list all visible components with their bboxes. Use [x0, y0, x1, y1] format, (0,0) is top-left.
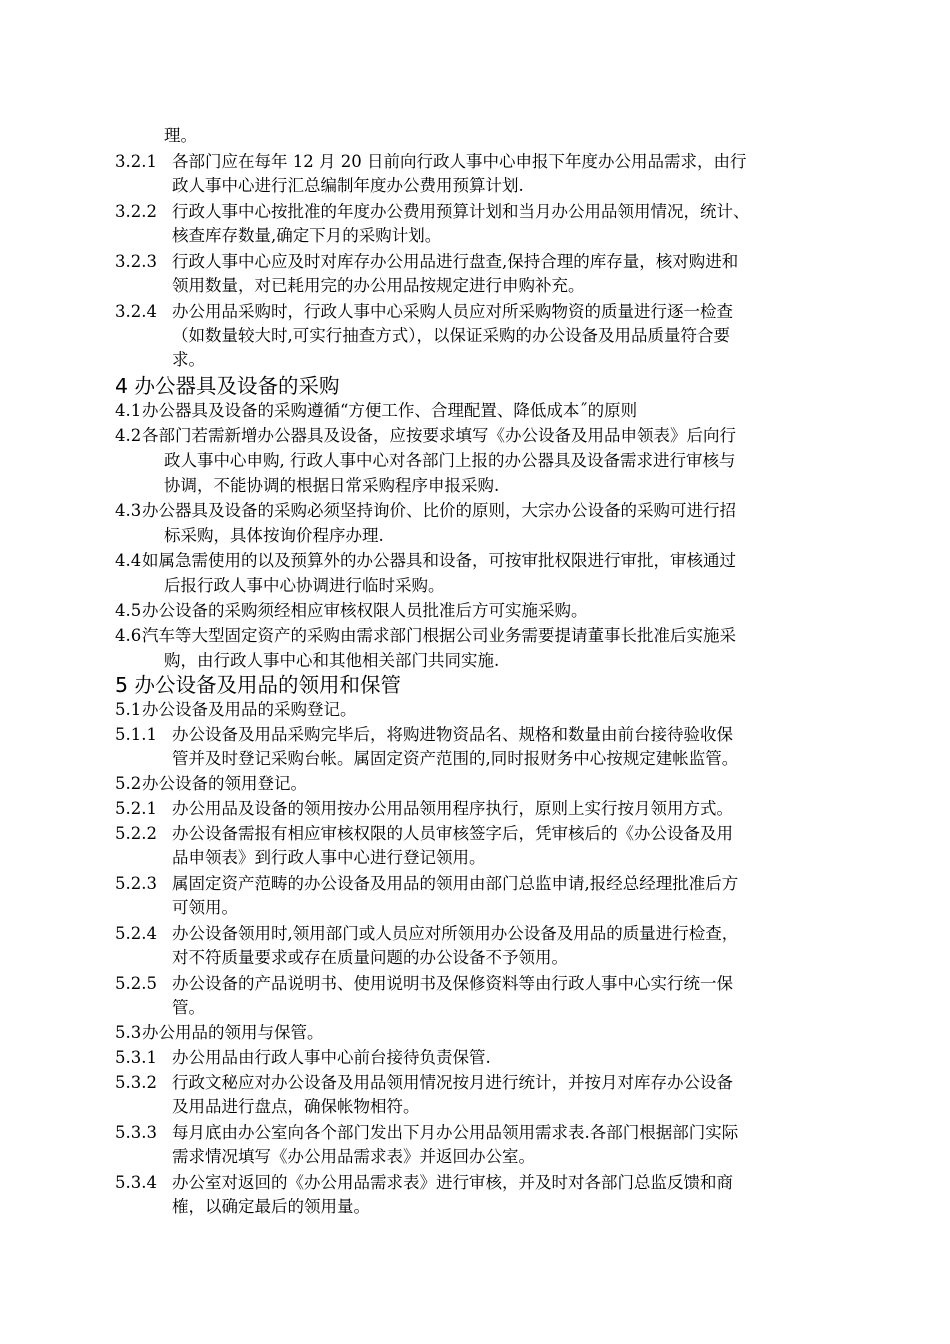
item-text: 办公设备的领用登记。	[142, 774, 307, 793]
item-text: 管并及时登记采购台帐。属固定资产范围的,同时报财务中心按规定建帐监管。	[172, 749, 739, 768]
item-text: 可领用。	[172, 898, 238, 917]
item-text: 办公设备的采购须经相应审核权限人员批准后方可实施采购。	[142, 601, 588, 620]
section-heading: 5 办公设备及用品的领用和保管	[115, 673, 402, 697]
continuation-text: 理。	[164, 126, 197, 145]
item-text: （如数量较大时,可实行抽查方式），以保证采购的办公设备及用品质量符合要	[172, 326, 730, 345]
item-number: 4.2	[115, 426, 142, 445]
item-text: 政人事中心申购, 行政人事中心对各部门上报的办公器具及设备需求进行审核与	[164, 451, 736, 470]
item-text: 行政人事中心应及时对库存办公用品进行盘查,保持合理的库存量，核对购进和	[172, 252, 739, 271]
item-number: 5.1	[115, 700, 142, 719]
item-text: 办公设备领用时,领用部门或人员应对所领用办公设备及用品的质量进行检查，	[172, 924, 739, 943]
item-number: 5.3	[115, 1023, 142, 1042]
item-number: 5.3.2	[115, 1073, 157, 1092]
item-text: 后报行政人事中心协调进行临时采购。	[164, 576, 445, 595]
item-text: 办公用品由行政人事中心前台接待负责保管.	[172, 1048, 491, 1067]
item-number: 3.2.2	[115, 202, 157, 221]
item-number: 5.2.2	[115, 824, 157, 843]
item-text: 办公设备需报有相应审核权限的人员审核签字后，凭审核后的《办公设备及用	[172, 824, 733, 843]
item-number: 5.3.3	[115, 1123, 157, 1142]
item-number: 5.3.4	[115, 1173, 157, 1192]
item-text: 如属急需使用的以及预算外的办公器具和设备，可按审批权限进行审批，审核通过	[142, 551, 736, 570]
item-number: 4.4	[115, 551, 142, 570]
item-number: 4.3	[115, 501, 142, 520]
item-number: 5.1.1	[115, 725, 157, 744]
item-text: 品申领表》到行政人事中心进行登记领用。	[172, 848, 486, 867]
item-text: 每月底由办公室向各个部门发出下月办公用品领用需求表.各部门根据部门实际	[172, 1123, 739, 1142]
item-text: 政人事中心进行汇总编制年度办公费用预算计划.	[172, 176, 524, 195]
item-number: 5.2.5	[115, 974, 157, 993]
item-number: 4.5	[115, 601, 142, 620]
item-text: 办公室对返回的《办公用品需求表》进行审核，并及时对各部门总监反馈和商	[172, 1173, 733, 1192]
item-text: 对不符质量要求或存在质量问题的办公设备不予领用。	[172, 948, 568, 967]
item-text: 行政人事中心按批准的年度办公费用预算计划和当月办公用品领用情况，统计、	[172, 202, 750, 221]
item-number: 5.3.1	[115, 1048, 157, 1067]
item-text: 协调，不能协调的根据日常采购程序申报采购.	[164, 476, 500, 495]
item-number: 5.2.4	[115, 924, 157, 943]
item-text: 购，由行政人事中心和其他相关部门共同实施.	[164, 651, 500, 670]
item-text: 汽车等大型固定资产的采购由需求部门根据公司业务需要提请董事长批准后实施采	[142, 626, 736, 645]
item-number: 5.2.3	[115, 874, 157, 893]
item-text: 需求情况填写《办公用品需求表》并返回办公室。	[172, 1147, 535, 1166]
item-number: 4.1	[115, 401, 142, 420]
item-text: 标采购，具体按询价程序办理.	[164, 526, 384, 545]
item-number: 5.2.1	[115, 799, 157, 818]
item-text: 管。	[172, 998, 205, 1017]
item-text: 办公用品及设备的领用按办公用品领用程序执行，原则上实行按月领用方式。	[172, 799, 733, 818]
item-number: 5.2	[115, 774, 142, 793]
item-text: 榷，以确定最后的领用量。	[172, 1197, 370, 1216]
item-text: 各部门应在每年 12 月 20 日前向行政人事中心申报下年度办公用品需求，由行	[172, 152, 747, 171]
section-heading: 4 办公器具及设备的采购	[115, 374, 340, 398]
item-text: 办公设备及用品采购完毕后，将购进物资品名、规格和数量由前台接待验收保	[172, 725, 733, 744]
item-text: 办公器具及设备的采购遵循“方便工作、合理配置、降低成本˝的原则	[142, 401, 638, 420]
item-number: 4.6	[115, 626, 142, 645]
item-text: 办公用品采购时，行政人事中心采购人员应对所采购物资的质量进行逐一检查	[172, 302, 733, 321]
item-text: 办公设备及用品的采购登记。	[142, 700, 357, 719]
item-text: 及用品进行盘点，确保帐物相符。	[172, 1097, 420, 1116]
item-number: 3.2.4	[115, 302, 157, 321]
item-text: 行政文秘应对办公设备及用品领用情况按月进行统计，并按月对库存办公设备	[172, 1073, 733, 1092]
item-text: 领用数量，对已耗用完的办公用品按规定进行申购补充。	[172, 276, 585, 295]
item-text: 属固定资产范畴的办公设备及用品的领用由部门总监申请,报经总经理批准后方	[172, 874, 739, 893]
item-text: 办公器具及设备的采购必须坚持询价、比价的原则，大宗办公设备的采购可进行招	[142, 501, 736, 520]
item-text: 求。	[172, 350, 205, 369]
item-text: 办公用品的领用与保管。	[142, 1023, 324, 1042]
item-text: 核查库存数量,确定下月的采购计划。	[172, 226, 442, 245]
item-text: 办公设备的产品说明书、使用说明书及保修资料等由行政人事中心实行统一保	[172, 974, 733, 993]
item-number: 3.2.1	[115, 152, 157, 171]
item-text: 各部门若需新增办公器具及设备，应按要求填写《办公设备及用品申领表》后向行	[142, 426, 736, 445]
item-number: 3.2.3	[115, 252, 157, 271]
